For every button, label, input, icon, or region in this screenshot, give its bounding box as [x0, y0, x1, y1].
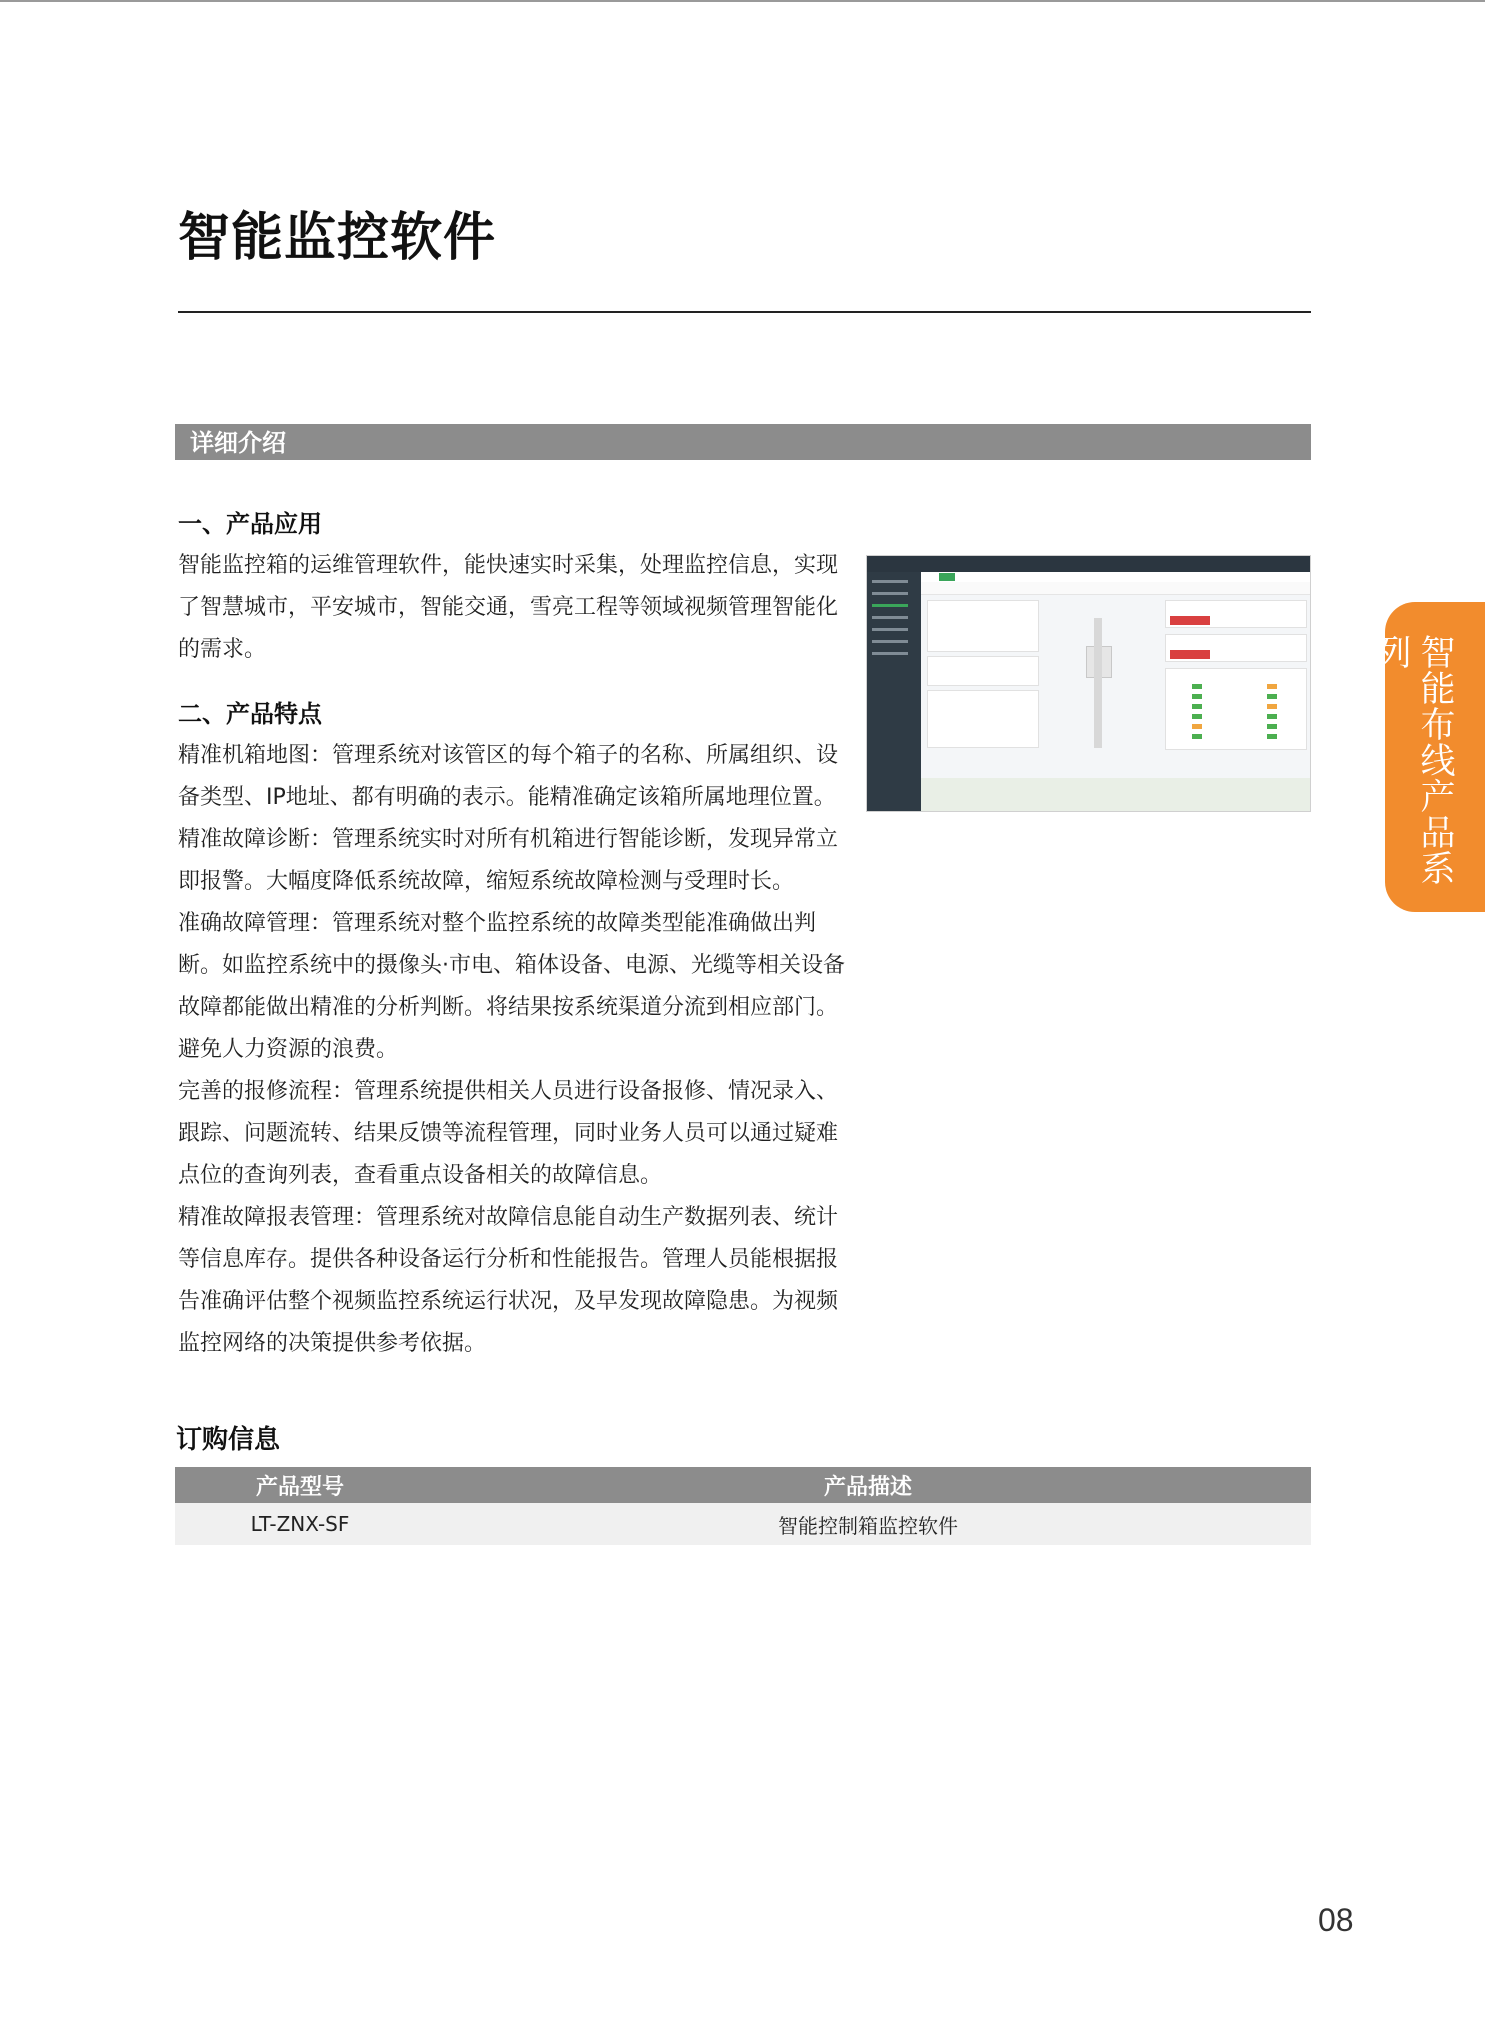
page-number: 08 [1318, 1902, 1354, 1938]
body-content [178, 503, 854, 1365]
section-header-label: 详细介绍 [190, 429, 286, 457]
screenshot-sidebar [867, 572, 921, 811]
body-line: 断。如监控系统中的摄像头·市电、箱体设备、电源、光缆等相关设备 [178, 953, 845, 978]
screenshot-alert [1170, 650, 1210, 659]
body-line: 避免人力资源的浪费。 [178, 1037, 399, 1062]
body-line: 等信息库存。提供各种设备运行分析和性能报告。管理人员能根据报 [178, 1247, 839, 1272]
section-header-bar [175, 424, 1311, 460]
body-line: 备类型、IP地址、都有明确的表示。能精准确定该箱所属地理位置。 [178, 785, 836, 810]
body-line: 完善的报修流程：管理系统提供相关人员进行设备报修、情况录入、 [178, 1079, 839, 1104]
order-table [175, 1467, 1311, 1545]
screenshot-topbar [867, 556, 1310, 572]
title-divider [178, 311, 1311, 313]
table-row [175, 1503, 1311, 1545]
cell-description: 智能控制箱监控软件 [425, 1503, 1311, 1545]
screenshot-map [921, 778, 1310, 811]
column-header-description: 产品描述 [425, 1467, 1311, 1503]
body-line: 跟踪、问题流转、结果反馈等流程管理，同时业务人员可以通过疑难 [178, 1121, 839, 1146]
screenshot-pole [1094, 618, 1102, 748]
cell-model: LT-ZNX-SF [175, 1503, 425, 1545]
body-line: 了智慧城市，平安城市，智能交通，雪亮工程等领域视频管理智能化 [178, 595, 839, 620]
top-rule [0, 0, 1485, 2]
body-line: 监控网络的决策提供参考依据。 [178, 1331, 487, 1356]
body-line: 精准机箱地图：管理系统对该管区的每个箱子的名称、所属组织、设 [178, 743, 839, 768]
screenshot-panel [927, 690, 1039, 748]
body-line: 故障都能做出精准的分析判断。将结果按系统渠道分流到相应部门。 [178, 995, 839, 1020]
series-side-tab [1371, 602, 1485, 912]
screenshot-panel [1165, 668, 1307, 750]
screenshot-panel [927, 656, 1039, 686]
body-line: 的需求。 [178, 637, 267, 662]
body-line: 精准故障诊断：管理系统实时对所有机箱进行智能诊断，发现异常立 [178, 827, 839, 852]
table-header-row [175, 1467, 1311, 1503]
section-heading-application: 一、产品应用 [178, 510, 322, 538]
page-title: 智能监控软件 [178, 208, 497, 268]
body-line: 精准故障报表管理：管理系统对故障信息能自动生产数据列表、统计 [178, 1205, 839, 1230]
body-line: 智能监控箱的运维管理软件，能快速实时采集，处理监控信息，实现 [178, 553, 839, 578]
series-side-tab-label: 智能布线产品系列 [1371, 634, 1455, 886]
order-info-title: 订购信息 [176, 1425, 281, 1455]
body-line: 告准确评估整个视频监控系统运行状况，及早发现故障隐患。为视频 [178, 1289, 839, 1314]
body-line: 准确故障管理：管理系统对整个监控系统的故障类型能准确做出判 [178, 911, 817, 936]
body-line: 点位的查询列表，查看重点设备相关的故障信息。 [178, 1163, 663, 1188]
software-screenshot [866, 555, 1311, 812]
section-heading-features: 二、产品特点 [178, 700, 322, 728]
screenshot-subnav [921, 582, 1310, 595]
screenshot-alert [1170, 616, 1210, 625]
body-line: 即报警。大幅度降低系统故障，缩短系统故障检测与受理时长。 [178, 869, 795, 894]
column-header-model: 产品型号 [175, 1467, 425, 1503]
screenshot-panel [927, 600, 1039, 652]
